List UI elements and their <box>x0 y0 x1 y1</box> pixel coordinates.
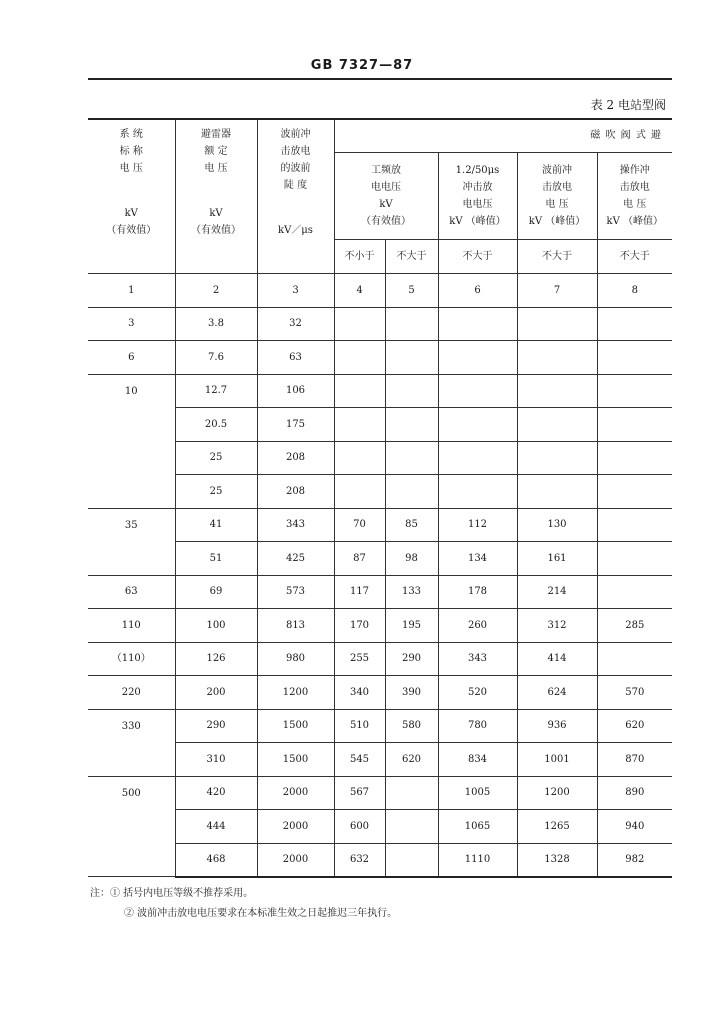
cell-rated-voltage: 100 <box>175 609 257 643</box>
column-number: 8 <box>597 273 672 307</box>
cell-rated-voltage: 420 <box>175 776 257 810</box>
cell-power-freq-max: 620 <box>385 743 438 777</box>
column-number: 5 <box>385 273 438 307</box>
cell-rated-voltage: 51 <box>175 542 257 576</box>
header-line: 击放电 <box>542 181 572 193</box>
col-header-not-more: 不大于 <box>385 239 438 273</box>
cell-wavefront-discharge <box>517 374 597 408</box>
cell-wavefront-discharge: 936 <box>517 709 597 743</box>
cell-wavefront-steepness: 2000 <box>257 810 334 844</box>
cell-wavefront-discharge <box>517 408 597 442</box>
cell-power-freq-max: 98 <box>385 542 438 576</box>
header-line: 波前冲 <box>280 129 311 140</box>
cell-power-freq-min: 117 <box>334 575 385 609</box>
cell-power-freq-min <box>334 441 385 475</box>
cell-power-freq-min: 600 <box>334 810 385 844</box>
header-blank <box>88 239 175 273</box>
cell-power-freq-max: 580 <box>385 709 438 743</box>
table-row <box>88 542 672 576</box>
header-line: 操作冲 <box>619 164 650 176</box>
cell-power-freq-max <box>385 776 438 810</box>
cell-power-freq-min: 70 <box>334 508 385 542</box>
cell-power-freq-min: 340 <box>334 676 385 710</box>
table-row <box>88 374 672 408</box>
cell-wavefront-steepness: 573 <box>257 575 334 609</box>
cell-power-freq-max <box>385 408 438 442</box>
cell-power-freq-min: 567 <box>334 776 385 810</box>
cell-power-freq-min <box>334 341 385 375</box>
cell-impulse-discharge <box>438 374 517 408</box>
column-number: 4 <box>334 273 385 307</box>
column-number: 3 <box>257 273 334 307</box>
col-header-not-more: 不大于 <box>597 239 672 273</box>
header-line: kV <box>209 208 223 219</box>
note-2: ② 波前冲击放电电压要求在本标准生效之日起推迟三年执行。 <box>124 908 398 919</box>
column-number-row <box>88 273 672 307</box>
cell-power-freq-min <box>334 475 385 509</box>
header-blank <box>175 239 257 273</box>
cell-impulse-discharge: 834 <box>438 743 517 777</box>
cell-switching-discharge: 890 <box>597 776 672 810</box>
col-header-not-more: 不大于 <box>438 239 517 273</box>
header-line: （有效值） <box>191 225 241 236</box>
cell-wavefront-steepness: 343 <box>257 508 334 542</box>
column-number: 2 <box>175 273 257 307</box>
spec-table <box>88 118 672 878</box>
header-line: 系 统 <box>119 129 143 140</box>
header-line: 电 压 <box>204 163 228 174</box>
col-header-wavefront-steepness <box>257 119 334 239</box>
cell-wavefront-steepness: 425 <box>257 542 334 576</box>
cell-impulse-discharge: 112 <box>438 508 517 542</box>
col-header-system-voltage <box>88 119 175 239</box>
cell-power-freq-max: 390 <box>385 676 438 710</box>
cell-wavefront-steepness: 175 <box>257 408 334 442</box>
cell-switching-discharge <box>597 508 672 542</box>
table-row <box>88 307 672 341</box>
cell-wavefront-discharge: 161 <box>517 542 597 576</box>
col-header-power-freq <box>334 152 438 239</box>
cell-system-voltage: 220 <box>88 676 175 710</box>
cell-power-freq-min: 255 <box>334 642 385 676</box>
cell-rated-voltage: 290 <box>175 709 257 743</box>
cell-switching-discharge <box>597 441 672 475</box>
table-row <box>88 642 672 676</box>
header-line: kV （峰值） <box>449 215 506 227</box>
column-number: 7 <box>517 273 597 307</box>
cell-system-voltage: 35 <box>88 508 175 575</box>
cell-switching-discharge <box>597 542 672 576</box>
cell-wavefront-steepness: 2000 <box>257 843 334 877</box>
cell-impulse-discharge: 178 <box>438 575 517 609</box>
table-row <box>88 408 672 442</box>
cell-wavefront-discharge: 214 <box>517 575 597 609</box>
cell-rated-voltage: 41 <box>175 508 257 542</box>
cell-power-freq-min: 87 <box>334 542 385 576</box>
table-row <box>88 441 672 475</box>
cell-wavefront-discharge: 130 <box>517 508 597 542</box>
header-line: kV （峰值） <box>528 215 586 227</box>
cell-rated-voltage: 7.6 <box>175 341 257 375</box>
cell-impulse-discharge <box>438 441 517 475</box>
header-line: 的波前 <box>280 163 311 174</box>
header-line: （有效值） <box>361 215 411 227</box>
cell-power-freq-min <box>334 374 385 408</box>
cell-impulse-discharge <box>438 307 517 341</box>
col-header-switching <box>597 152 672 239</box>
cell-power-freq-min: 510 <box>334 709 385 743</box>
cell-rated-voltage: 25 <box>175 475 257 509</box>
column-number: 1 <box>88 273 175 307</box>
cell-impulse-discharge <box>438 341 517 375</box>
header-line: 波前冲 <box>542 164 572 176</box>
cell-impulse-discharge: 780 <box>438 709 517 743</box>
cell-power-freq-max <box>385 843 438 877</box>
table-row <box>88 709 672 743</box>
header-line: 电 压 <box>545 198 569 210</box>
cell-rated-voltage: 69 <box>175 575 257 609</box>
cell-wavefront-steepness: 63 <box>257 341 334 375</box>
cell-wavefront-discharge: 1265 <box>517 810 597 844</box>
cell-impulse-discharge <box>438 408 517 442</box>
cell-rated-voltage: 444 <box>175 810 257 844</box>
cell-rated-voltage: 20.5 <box>175 408 257 442</box>
cell-system-voltage: 110 <box>88 609 175 643</box>
header-line: 电电压 <box>462 198 493 210</box>
cell-rated-voltage: 200 <box>175 676 257 710</box>
cell-wavefront-steepness: 980 <box>257 642 334 676</box>
column-number: 6 <box>438 273 517 307</box>
header-line: 额 定 <box>204 146 228 157</box>
cell-wavefront-discharge <box>517 341 597 375</box>
cell-impulse-discharge: 520 <box>438 676 517 710</box>
header-line: kV <box>379 198 393 210</box>
table-row <box>88 575 672 609</box>
table-row <box>88 508 672 542</box>
cell-power-freq-min <box>334 307 385 341</box>
cell-wavefront-steepness: 1500 <box>257 743 334 777</box>
cell-power-freq-max: 195 <box>385 609 438 643</box>
cell-wavefront-steepness: 813 <box>257 609 334 643</box>
cell-impulse-discharge: 1110 <box>438 843 517 877</box>
header-line: 标 称 <box>119 146 143 157</box>
cell-rated-voltage: 25 <box>175 441 257 475</box>
cell-power-freq-max <box>385 307 438 341</box>
cell-wavefront-discharge: 1328 <box>517 843 597 877</box>
col-group-header: 磁 吹 阀 式 避 <box>334 119 672 152</box>
table-row <box>88 609 672 643</box>
cell-switching-discharge <box>597 575 672 609</box>
cell-impulse-discharge <box>438 475 517 509</box>
cell-rated-voltage: 310 <box>175 743 257 777</box>
cell-system-voltage: 63 <box>88 575 175 609</box>
header-line: 电 压 <box>119 163 143 174</box>
cell-impulse-discharge: 1005 <box>438 776 517 810</box>
cell-switching-discharge: 940 <box>597 810 672 844</box>
cell-wavefront-discharge: 1200 <box>517 776 597 810</box>
cell-power-freq-max <box>385 374 438 408</box>
cell-switching-discharge <box>597 341 672 375</box>
header-line: 工频放 <box>371 164 401 176</box>
header-line: 1.2/50μs <box>455 164 500 176</box>
cell-power-freq-min <box>334 408 385 442</box>
cell-power-freq-min: 545 <box>334 743 385 777</box>
cell-system-voltage: 10 <box>88 374 175 508</box>
cell-impulse-discharge: 343 <box>438 642 517 676</box>
col-header-not-more: 不大于 <box>517 239 597 273</box>
header-blank <box>257 239 334 273</box>
col-header-not-less: 不小于 <box>334 239 385 273</box>
cell-wavefront-steepness: 32 <box>257 307 334 341</box>
note-1: 注：① 括号内电压等级不推荐采用。 <box>90 888 254 899</box>
cell-power-freq-min: 632 <box>334 843 385 877</box>
cell-wavefront-discharge: 624 <box>517 676 597 710</box>
header-line: 陡 度 <box>283 180 308 191</box>
cell-wavefront-discharge <box>517 441 597 475</box>
cell-power-freq-max: 290 <box>385 642 438 676</box>
cell-power-freq-max <box>385 810 438 844</box>
header-line: kV <box>124 208 138 219</box>
cell-wavefront-discharge: 1001 <box>517 743 597 777</box>
cell-wavefront-steepness: 1200 <box>257 676 334 710</box>
header-line: 击放电 <box>619 181 650 193</box>
col-header-wavefront-discharge <box>517 152 597 239</box>
cell-switching-discharge: 870 <box>597 743 672 777</box>
notes <box>90 884 397 924</box>
cell-wavefront-steepness: 2000 <box>257 776 334 810</box>
cell-wavefront-discharge <box>517 475 597 509</box>
table-row <box>88 475 672 509</box>
cell-wavefront-steepness: 208 <box>257 475 334 509</box>
cell-wavefront-discharge: 414 <box>517 642 597 676</box>
header-line: 避雷器 <box>201 129 231 140</box>
cell-wavefront-steepness: 106 <box>257 374 334 408</box>
cell-power-freq-min: 170 <box>334 609 385 643</box>
header-line: 冲击放 <box>462 181 493 193</box>
cell-system-voltage: 500 <box>88 776 175 877</box>
cell-wavefront-discharge <box>517 307 597 341</box>
table-row <box>88 843 672 877</box>
cell-impulse-discharge: 134 <box>438 542 517 576</box>
col-header-impulse <box>438 152 517 239</box>
table-row <box>88 776 672 810</box>
cell-system-voltage: 330 <box>88 709 175 776</box>
cell-wavefront-steepness: 1500 <box>257 709 334 743</box>
table-title: 表 2 电站型阀 <box>590 98 666 112</box>
cell-switching-discharge: 982 <box>597 843 672 877</box>
cell-system-voltage: 3 <box>88 307 175 341</box>
cell-rated-voltage: 126 <box>175 642 257 676</box>
table-row <box>88 810 672 844</box>
cell-rated-voltage: 3.8 <box>175 307 257 341</box>
header-line: 击放电 <box>280 146 311 157</box>
cell-system-voltage: 6 <box>88 341 175 375</box>
cell-system-voltage: （110） <box>88 642 175 676</box>
cell-power-freq-max <box>385 441 438 475</box>
header-line: 电 压 <box>623 198 647 210</box>
cell-rated-voltage: 12.7 <box>175 374 257 408</box>
header-line: kV／μs <box>278 225 313 236</box>
header-line: kV （峰值） <box>606 215 663 227</box>
cell-switching-discharge: 285 <box>597 609 672 643</box>
cell-switching-discharge <box>597 374 672 408</box>
cell-switching-discharge <box>597 475 672 509</box>
table-row <box>88 676 672 710</box>
document-header: GB 7327—87 <box>310 58 414 73</box>
cell-impulse-discharge: 260 <box>438 609 517 643</box>
cell-wavefront-discharge: 312 <box>517 609 597 643</box>
cell-switching-discharge: 570 <box>597 676 672 710</box>
cell-switching-discharge: 620 <box>597 709 672 743</box>
cell-power-freq-max: 133 <box>385 575 438 609</box>
cell-switching-discharge <box>597 307 672 341</box>
header-line: （有效值） <box>106 225 157 236</box>
cell-power-freq-max <box>385 341 438 375</box>
table-row <box>88 743 672 777</box>
cell-power-freq-max: 85 <box>385 508 438 542</box>
cell-rated-voltage: 468 <box>175 843 257 877</box>
header-line: 电电压 <box>371 181 401 193</box>
cell-power-freq-max <box>385 475 438 509</box>
col-header-arrester-rated <box>175 119 257 239</box>
cell-switching-discharge <box>597 408 672 442</box>
table-row <box>88 341 672 375</box>
cell-wavefront-steepness: 208 <box>257 441 334 475</box>
cell-impulse-discharge: 1065 <box>438 810 517 844</box>
cell-switching-discharge <box>597 642 672 676</box>
header-rule <box>88 78 672 80</box>
